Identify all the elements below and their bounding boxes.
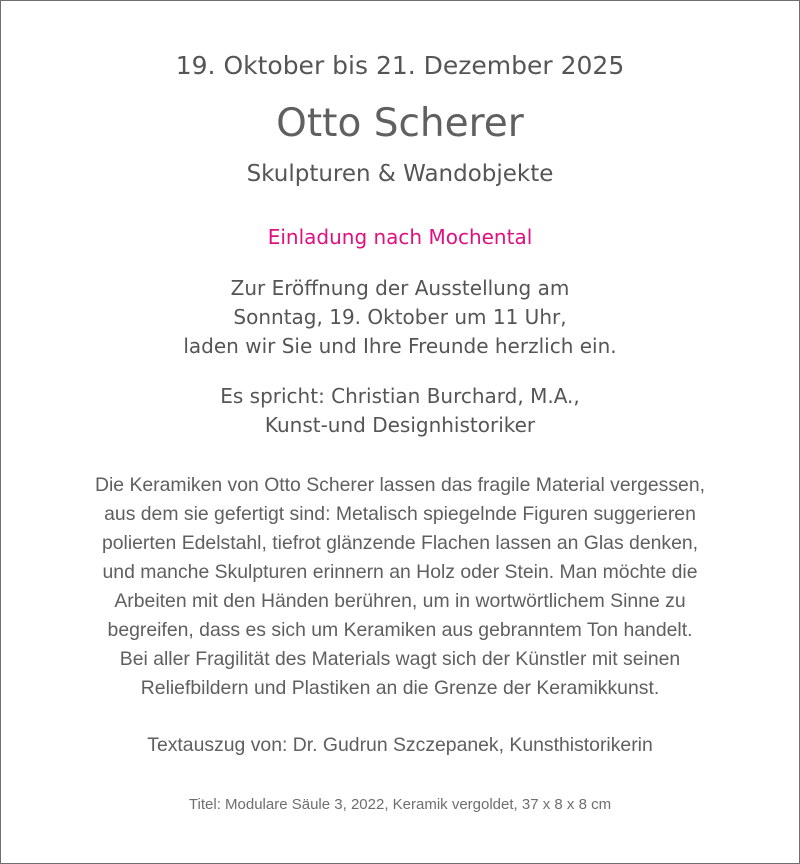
description-line: Die Keramiken von Otto Scherer lassen das fragile Material vergessen, [94,474,705,496]
description-line: Arbeiten mit den Händen berühren, um in wortwörtlichem Sinne zu [114,590,686,612]
speaker-announcement [1,382,799,440]
artwork-caption: Titel: Modulare Säule 3, 2022, Keramik vergoldet, 37 x 8 x 8 cm [188,796,612,813]
opening-line: laden wir Sie und Ihre Freunde herzlich ein. [183,334,617,358]
description-line: Reliefbildern und Plastiken an die Grenze der Keramikkunst. [140,677,660,699]
artist-name-title: Otto Scherer [276,101,524,146]
opening-line: Zur Eröffnung der Ausstellung am [230,276,570,300]
opening-line: Sonntag, 19. Oktober um 11 Uhr, [233,305,567,329]
opening-announcement [1,274,799,361]
exhibition-subtitle: Skulpturen & Wandobjekte [246,161,554,187]
description-line: und manche Skulpturen erinnern an Holz oder Stein. Man möchte die [102,561,698,583]
description-paragraph [1,471,799,703]
description-line: Bei aller Fragilität des Materials wagt sich der Künstler mit seinen [119,648,681,670]
exhibition-date-range: 19. Oktober bis 21. Dezember 2025 [175,51,625,80]
excerpt-credit: Textauszug von: Dr. Gudrun Szczepanek, Kunsthistorikerin [147,734,653,756]
speaker-line: Es spricht: Christian Burchard, M.A., [220,384,580,408]
speaker-line: Kunst-und Designhistoriker [264,413,536,437]
description-line: aus dem sie gefertigt sind: Metalisch spiegelnde Figuren suggerieren [104,503,696,525]
description-line: begreifen, dass es sich um Keramiken aus gebranntem Ton handelt. [107,619,693,641]
invitation-heading: Einladung nach Mochental [267,225,533,249]
description-line: polierten Edelstahl, tiefrot glänzende Flachen lassen an Glas denken, [101,532,699,554]
